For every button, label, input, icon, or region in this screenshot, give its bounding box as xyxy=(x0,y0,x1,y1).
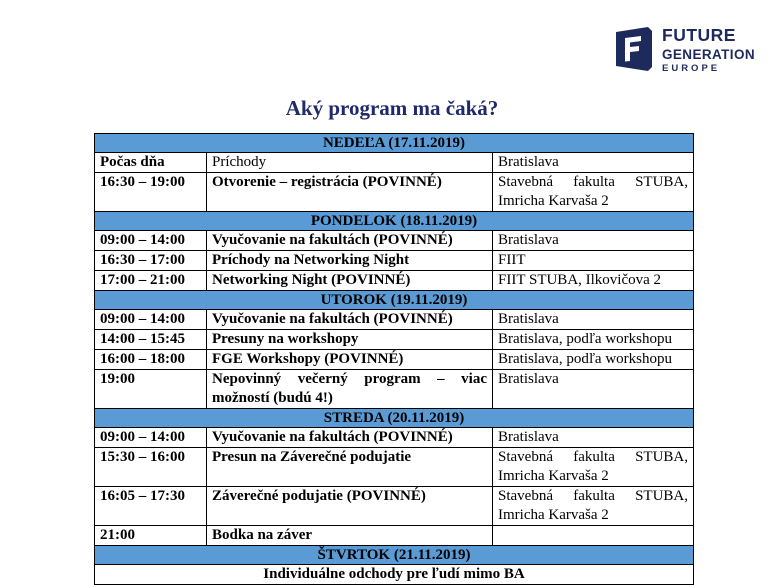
schedule-row xyxy=(95,448,694,487)
place-cell xyxy=(493,526,694,546)
time-cell: 16:05 – 17:30 xyxy=(95,487,207,526)
place-cell: Bratislava, podľa workshopu xyxy=(493,330,694,350)
time-cell: 09:00 – 14:00 xyxy=(95,310,207,330)
day-header-row xyxy=(95,409,694,428)
time-cell: 16:30 – 17:00 xyxy=(95,251,207,271)
logo-line-europe: EUROPE xyxy=(662,63,721,74)
schedule-row xyxy=(95,526,694,546)
activity-cell: Nepovinný večerný program – viac možností (budú 4!) xyxy=(207,370,493,409)
place-cell: Stavebná fakulta STUBA, Imricha Karvaša 2 xyxy=(493,448,694,487)
activity-cell: Príchody xyxy=(207,153,493,173)
place-cell: Stavebná fakulta STUBA, Imricha Karvaša 2 xyxy=(493,487,694,526)
future-generation-europe-logo xyxy=(614,26,774,76)
time-cell: 15:30 – 16:00 xyxy=(95,448,207,487)
activity-cell: Záverečné podujatie (POVINNÉ) xyxy=(207,487,493,526)
logo-line-future: FUTURE xyxy=(662,25,736,45)
activity-cell: Bodka na záver xyxy=(207,526,493,546)
program-table xyxy=(94,133,694,585)
day-heading: UTOROK (19.11.2019) xyxy=(95,291,694,310)
logo-line-generation: GENERATION xyxy=(662,46,756,62)
departures-note: Individuálne odchody pre ľudí mimo BA xyxy=(95,565,694,585)
time-cell: 09:00 – 14:00 xyxy=(95,428,207,448)
day-heading: PONDELOK (18.11.2019) xyxy=(95,212,694,231)
day-header-row xyxy=(95,134,694,153)
activity-cell: Networking Night (POVINNÉ) xyxy=(207,271,493,291)
activity-cell: Vyučovanie na fakultách (POVINNÉ) xyxy=(207,428,493,448)
time-cell: 21:00 xyxy=(95,526,207,546)
schedule-row xyxy=(95,487,694,526)
schedule-row xyxy=(95,330,694,350)
day-header-row xyxy=(95,546,694,565)
schedule-row xyxy=(95,428,694,448)
page-title: Aký program ma čaká? xyxy=(285,96,499,120)
time-cell: 16:30 – 19:00 xyxy=(95,173,207,212)
day-heading: STREDA (20.11.2019) xyxy=(95,409,694,428)
schedule-row xyxy=(95,153,694,173)
schedule-row xyxy=(95,251,694,271)
activity-cell: Presun na Záverečné podujatie xyxy=(207,448,493,487)
activity-cell: Príchody na Networking Night xyxy=(207,251,493,271)
fge-logo-icon xyxy=(614,26,654,72)
place-cell: FIIT xyxy=(493,251,694,271)
schedule-row xyxy=(95,231,694,251)
place-cell: Bratislava xyxy=(493,428,694,448)
schedule-row xyxy=(95,350,694,370)
activity-cell: Otvorenie – registrácia (POVINNÉ) xyxy=(207,173,493,212)
day-heading: NEDEĽA (17.11.2019) xyxy=(95,134,694,153)
schedule-row xyxy=(95,370,694,409)
place-cell: FIIT STUBA, Ilkovičova 2 xyxy=(493,271,694,291)
footer-row xyxy=(95,565,694,585)
schedule-row xyxy=(95,271,694,291)
activity-cell: FGE Workshopy (POVINNÉ) xyxy=(207,350,493,370)
place-cell: Stavebná fakulta STUBA, Imricha Karvaša 2 xyxy=(493,173,694,212)
time-cell: 16:00 – 18:00 xyxy=(95,350,207,370)
day-header-row xyxy=(95,212,694,231)
time-cell: 14:00 – 15:45 xyxy=(95,330,207,350)
place-cell: Bratislava xyxy=(493,231,694,251)
time-cell: 19:00 xyxy=(95,370,207,409)
schedule-row xyxy=(95,310,694,330)
activity-cell: Presuny na workshopy xyxy=(207,330,493,350)
activity-cell: Vyučovanie na fakultách (POVINNÉ) xyxy=(207,310,493,330)
time-cell: Počas dňa xyxy=(95,153,207,173)
place-cell: Bratislava xyxy=(493,153,694,173)
logo-wordmark xyxy=(662,27,755,74)
place-cell: Bratislava xyxy=(493,310,694,330)
schedule-row xyxy=(95,173,694,212)
day-header-row xyxy=(95,291,694,310)
time-cell: 09:00 – 14:00 xyxy=(95,231,207,251)
place-cell: Bratislava xyxy=(493,370,694,409)
time-cell: 17:00 – 21:00 xyxy=(95,271,207,291)
activity-cell: Vyučovanie na fakultách (POVINNÉ) xyxy=(207,231,493,251)
place-cell: Bratislava, podľa workshopu xyxy=(493,350,694,370)
day-heading: ŠTVRTOK (21.11.2019) xyxy=(95,546,694,565)
